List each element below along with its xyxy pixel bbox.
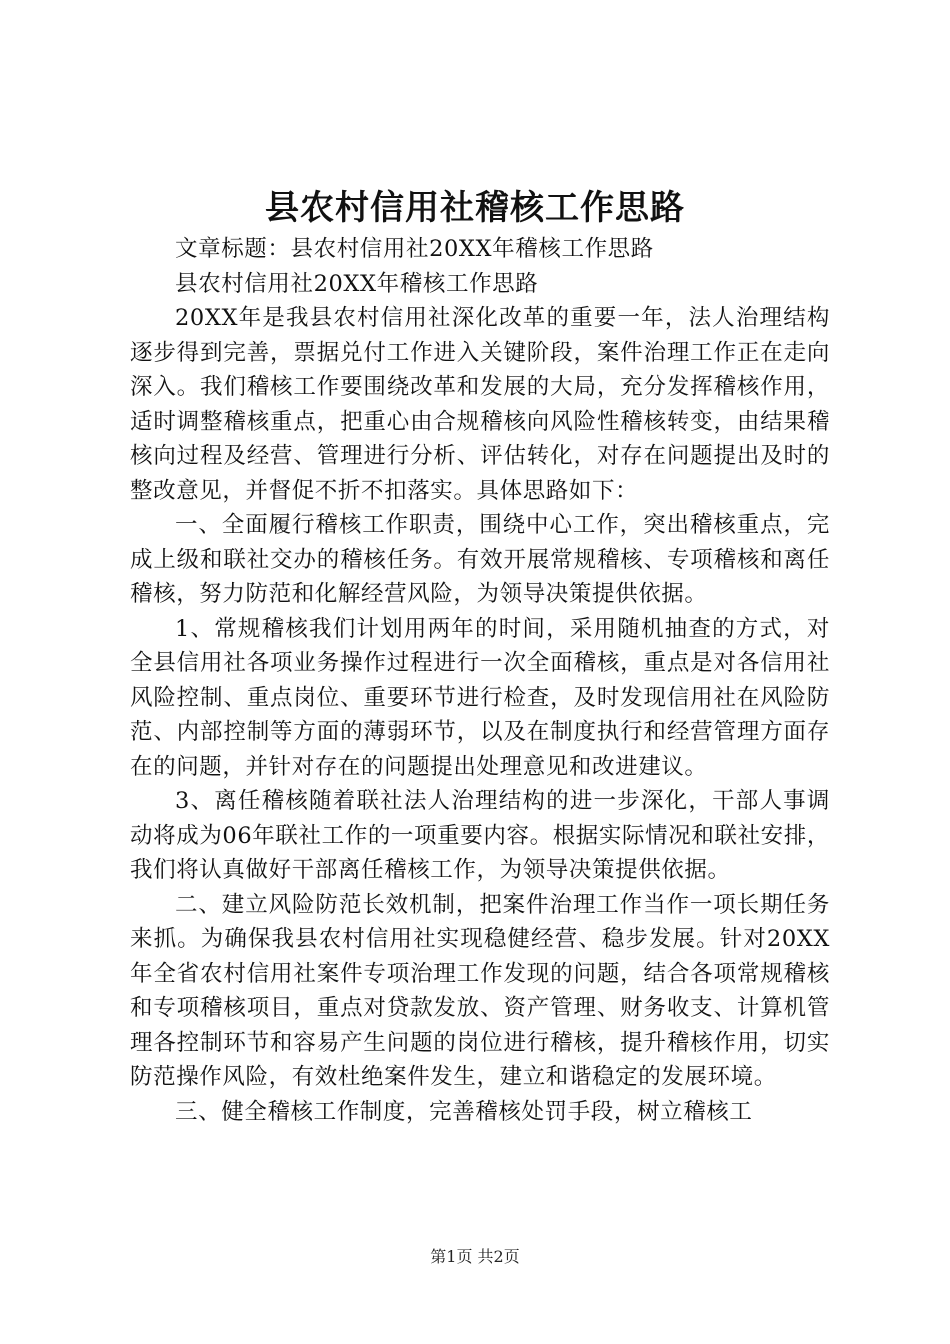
article-title-line: 文章标题：县农村信用社20XX年稽核工作思路 [175, 236, 654, 262]
paragraph-section-3: 三、健全稽核工作制度，完善稽核处罚手段，树立稽核工 [175, 1098, 753, 1125]
paragraph-item-3: 3、离任稽核随着联社法人治理结构的进一步深化，干部人事调动将成为06年联社工作的一项重要内容。根据实际情况和联社安排，我们将认真做好干部离任稽核工作，为领导决策提供依据。 [130, 788, 830, 883]
paragraph-intro: 20XX年是我县农村信用社深化改革的重要一年，法人治理结构逐步得到完善，票据兑付工作进入关键阶段，案件治理工作正在走向深入。我们稽核工作要围绕改革和发展的大局，充分发挥稽核作用，适时调整稽核重点，把重心由合规稽核向风险性稽核转变，由结果稽核向过程及经营、管理进行分析、评估转化，对存在问题提出及时的整改意见，并督促不折不扣落实。具体思路如下： [130, 305, 830, 504]
page-number-footer: 第1页 共2页 [430, 1247, 520, 1266]
subtitle-line: 县农村信用社20XX年稽核工作思路 [175, 270, 539, 297]
paragraph-item-1: 1、常规稽核我们计划用两年的时间，采用随机抽查的方式，对全县信用社各项业务操作过程进行一次全面稽核，重点是对各信用社风险控制、重点岗位、重要环节进行检查，及时发现信用社在风险防范、内部控制等方面的薄弱环节，以及在制度执行和经营管理方面存在的问题，并针对存在的问题提出处理意见和改进建议。 [130, 615, 830, 780]
document-title: 县农村信用社稽核工作思路 [265, 188, 685, 228]
paragraph-section-1: 一、全面履行稽核工作职责，围绕中心工作，突出稽核重点，完成上级和联社交办的稽核任务。有效开展常规稽核、专项稽核和离任稽核，努力防范和化解经营风险，为领导决策提供依据。 [130, 512, 830, 607]
document-body [130, 232, 830, 1129]
paragraph-section-2: 二、建立风险防范长效机制，把案件治理工作当作一项长期任务来抓。为确保我县农村信用社实现稳健经营、稳步发展。针对20XX年全省农村信用社案件专项治理工作发现的问题，结合各项常规稽核和专项稽核项目，重点对贷款发放、资产管理、财务收支、计算机管理各控制环节和容易产生问题的岗位进行稽核，提升稽核作用，切实防范操作风险，有效杜绝案件发生，建立和谐稳定的发展环境。 [130, 891, 830, 1090]
